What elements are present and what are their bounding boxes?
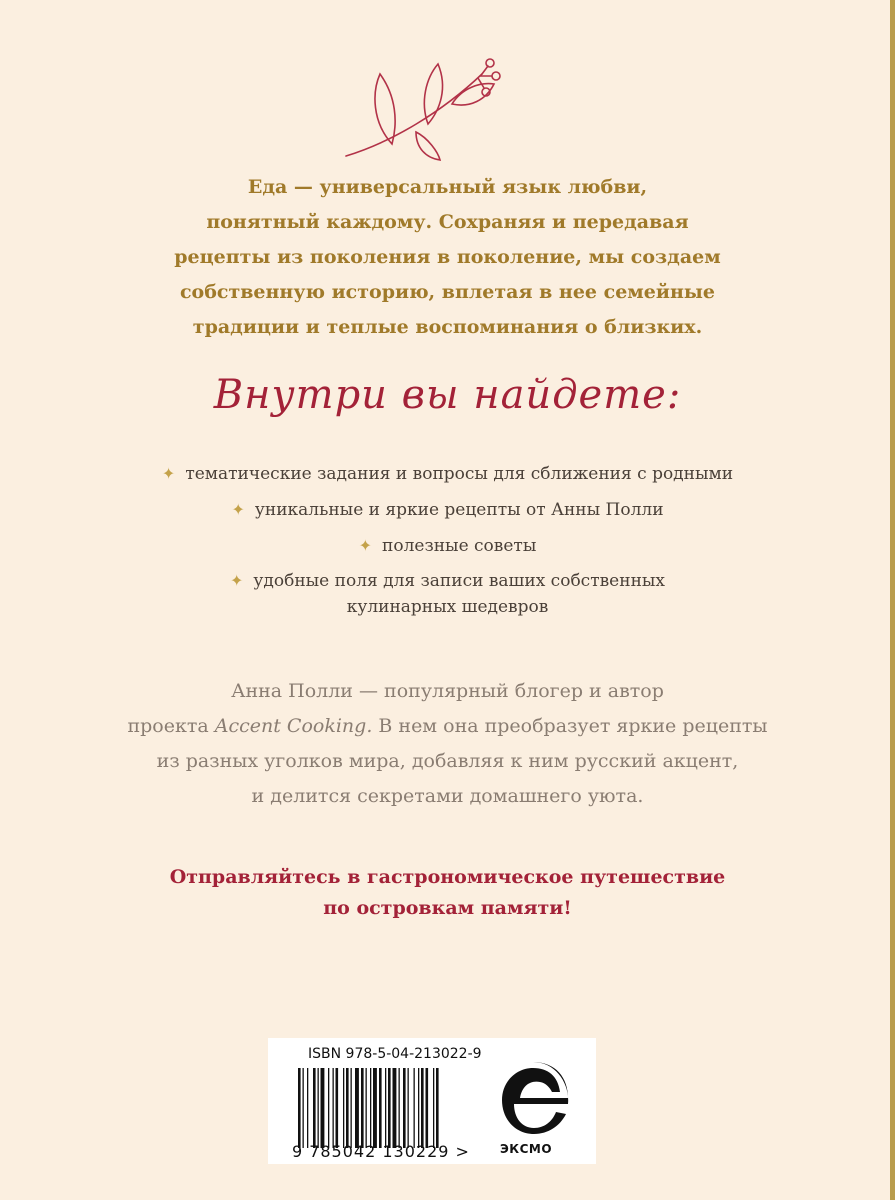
barcode-panel: [268, 1038, 596, 1164]
feature-item: [0, 564, 895, 628]
intro-line: рецепты из поколения в поколение, мы создаем: [174, 246, 721, 268]
barcode-number: 785042 130229: [309, 1142, 450, 1161]
barcode-bars-icon: [298, 1068, 478, 1148]
inside-title: Внутри вы найдете:: [213, 372, 682, 418]
about-text: В нем она преобразует яркие рецепты: [372, 715, 768, 737]
cta-line: по островкам памяти!: [323, 897, 572, 919]
cta-line: Отправляйтесь в гастрономическое путешествие: [169, 866, 726, 888]
feature-item: [0, 456, 895, 492]
barcode-arrow: >: [455, 1142, 470, 1161]
sparkle-icon: ✦: [161, 464, 176, 483]
about-line: Анна Полли — популярный блогер и автор: [231, 680, 664, 702]
about-text: проекта: [127, 715, 215, 737]
intro-line: понятный каждому. Сохраняя и передавая: [206, 211, 689, 233]
feature-item: [0, 492, 895, 528]
feature-label-continued: кулинарных шедевров: [346, 597, 549, 617]
intro-line: традиции и теплые воспоминания о близких.: [192, 316, 703, 338]
intro-text: [0, 170, 895, 345]
leaf-branch-icon: [332, 52, 522, 162]
eksmo-logo-icon: [494, 1056, 572, 1156]
feature-label: тематические задания и вопросы для сближения с родными: [185, 464, 734, 484]
about-line: из разных уголков мира, добавляя к ним русский акцент,: [156, 750, 739, 772]
project-name: Accent Cooking.: [214, 715, 373, 737]
isbn-label: ISBN 978-5-04-213022-9: [308, 1046, 482, 1062]
feature-item: [0, 528, 895, 564]
barcode-digits: [292, 1142, 470, 1161]
author-paragraph: [0, 674, 895, 814]
call-to-action: [0, 862, 895, 924]
about-line: [0, 709, 895, 744]
intro-line: Еда — универсальный язык любви,: [247, 176, 648, 198]
sparkle-icon: ✦: [231, 500, 245, 519]
sparkle-icon: ✦: [358, 536, 373, 555]
feature-label: удобные поля для записи ваших собственных: [253, 571, 666, 591]
feature-label: уникальные и яркие рецепты от Анны Полли: [254, 500, 664, 520]
feature-label: полезные советы: [382, 536, 537, 556]
about-line: и делится секретами домашнего уюта.: [251, 785, 644, 807]
publisher-name: ЭКСМО: [500, 1142, 553, 1156]
barcode-lead-digit: 9: [292, 1142, 304, 1161]
sparkle-icon: ✦: [229, 571, 244, 590]
feature-list: [0, 456, 895, 628]
intro-line: собственную историю, вплетая в нее семейные: [179, 281, 716, 303]
